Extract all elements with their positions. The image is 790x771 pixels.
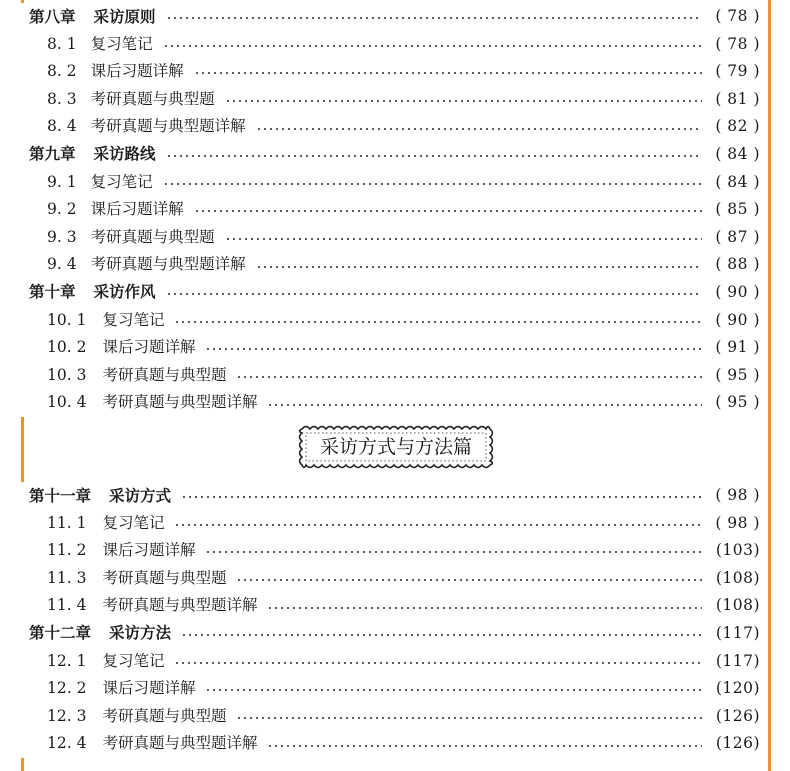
dot-leader	[236, 376, 702, 378]
section-title: 复习笔记	[102, 513, 165, 532]
dot-leader	[267, 745, 702, 747]
dot-leader	[174, 321, 702, 323]
page-number: ( 84 )	[715, 172, 760, 191]
chapter-number: 第九章	[29, 144, 76, 164]
toc-entry-label	[0, 362, 236, 390]
dot-leader	[194, 72, 702, 74]
toc-entry-label	[0, 730, 267, 758]
chapter-title: 采访方式	[109, 485, 172, 505]
dot-leader	[166, 17, 702, 19]
dot-leader	[225, 100, 702, 102]
page-number: ( 90 )	[715, 310, 760, 329]
toc-section-row[interactable]	[0, 675, 790, 703]
page-number: (103)	[715, 541, 760, 560]
section-number: 11. 4	[47, 596, 87, 615]
section-number: 8. 4	[47, 117, 77, 136]
toc-entry-label	[0, 703, 236, 731]
page-number: ( 85 )	[715, 200, 760, 219]
page-number: ( 95 )	[715, 393, 760, 412]
toc-section-row[interactable]	[0, 389, 790, 417]
toc-entry-label	[0, 3, 166, 32]
page-number: (108)	[715, 596, 760, 615]
dot-leader	[181, 634, 702, 636]
page-number: ( 81 )	[715, 89, 760, 108]
dot-leader	[174, 662, 702, 664]
section-number: 12. 4	[47, 734, 87, 753]
page-number: ( 91 )	[715, 338, 760, 357]
chapter-title: 采访方法	[109, 623, 172, 643]
toc-section-row[interactable]	[0, 592, 790, 620]
section-title: 考研真题与典型题详解	[90, 117, 246, 136]
page-number: ( 98 )	[715, 486, 760, 504]
page-number: ( 84 )	[715, 144, 760, 163]
toc-entry-label	[0, 86, 225, 114]
section-number: 11. 1	[47, 513, 87, 532]
page-number: (108)	[715, 568, 760, 587]
toc-chapter-row[interactable]	[0, 620, 790, 648]
page-number: ( 90 )	[715, 282, 760, 301]
section-number: 8. 3	[47, 89, 77, 108]
section-title: 课后习题详解	[90, 200, 184, 219]
section-number: 8. 2	[47, 62, 77, 81]
dot-leader	[181, 496, 702, 498]
section-number: 9. 3	[47, 227, 77, 246]
toc-section-row[interactable]	[0, 565, 790, 593]
part-title-frame	[298, 425, 494, 469]
section-title: 考研真题与典型题	[90, 89, 215, 108]
toc-section-row[interactable]	[0, 362, 790, 390]
page-number: (126)	[715, 706, 760, 725]
toc-entry-label	[0, 537, 205, 565]
toc-chapter-row[interactable]	[0, 482, 790, 510]
section-number: 11. 2	[47, 541, 87, 560]
toc-entry-label	[0, 482, 181, 511]
toc-chapter-row[interactable]	[0, 3, 790, 31]
toc-section-row[interactable]	[0, 224, 790, 252]
page-number: (120)	[715, 679, 760, 698]
page-number: (117)	[715, 651, 760, 670]
toc-section-row[interactable]	[0, 510, 790, 538]
toc-section-row[interactable]	[0, 113, 790, 141]
toc-section-row[interactable]	[0, 307, 790, 335]
toc-entry-label	[0, 619, 181, 648]
section-title: 课后习题详解	[102, 541, 196, 560]
dot-leader	[163, 45, 702, 47]
toc-entry-label	[0, 140, 166, 169]
toc-entry-label	[0, 389, 267, 417]
toc-section-row[interactable]	[0, 86, 790, 114]
dot-leader	[225, 238, 702, 240]
chapter-title: 采访作风	[93, 282, 156, 302]
toc-section-row[interactable]	[0, 537, 790, 565]
section-title: 复习笔记	[102, 310, 165, 329]
toc-section-row[interactable]	[0, 251, 790, 279]
section-title: 考研真题与典型题	[102, 568, 227, 587]
section-title: 考研真题与典型题	[102, 365, 227, 384]
section-title: 复习笔记	[90, 172, 153, 191]
toc-section-row[interactable]	[0, 648, 790, 676]
dot-leader	[236, 579, 702, 581]
dot-leader	[174, 524, 702, 526]
toc-section-row[interactable]	[0, 334, 790, 362]
section-title: 考研真题与典型题详解	[102, 596, 258, 615]
section-title: 考研真题与典型题详解	[102, 393, 258, 412]
dot-leader	[163, 183, 702, 185]
chapter-number: 第十一章	[29, 485, 92, 505]
section-number: 10. 3	[47, 365, 87, 384]
section-title: 考研真题与典型题详解	[90, 255, 246, 274]
dot-leader	[166, 155, 702, 157]
toc-entry-label	[0, 565, 236, 593]
toc-entry-label	[0, 169, 163, 197]
toc-entry-label	[0, 510, 174, 538]
toc-section-row[interactable]	[0, 730, 790, 758]
toc-section-row[interactable]	[0, 169, 790, 197]
toc-entry-label	[0, 675, 205, 703]
section-number: 10. 1	[47, 310, 87, 329]
toc-entry-label	[0, 113, 256, 141]
chapter-title: 采访路线	[93, 144, 156, 164]
page-number: ( 88 )	[715, 255, 760, 274]
page-number: ( 79 )	[715, 62, 760, 81]
section-title: 考研真题与典型题	[90, 227, 215, 246]
dot-leader	[205, 689, 702, 691]
part-title: 采访方式与方法篇	[319, 436, 472, 458]
section-number: 10. 2	[47, 338, 87, 357]
chapter-number: 第八章	[29, 6, 76, 26]
section-title: 考研真题与典型题	[102, 706, 227, 725]
section-number: 8. 1	[47, 34, 77, 53]
section-number: 12. 2	[47, 679, 87, 698]
toc-block-1	[0, 3, 790, 417]
section-title: 复习笔记	[102, 651, 165, 670]
toc-entry-label	[0, 224, 225, 252]
section-title: 课后习题详解	[90, 62, 184, 81]
dot-leader	[267, 404, 702, 406]
section-number: 12. 1	[47, 651, 87, 670]
dot-leader	[166, 293, 702, 295]
toc-section-row[interactable]	[0, 31, 790, 59]
page-number: (126)	[715, 734, 760, 753]
toc-entry-label	[0, 196, 194, 224]
page-number: ( 78 )	[715, 7, 760, 25]
toc-section-row[interactable]	[0, 58, 790, 86]
toc-entry-label	[0, 648, 174, 676]
dot-leader	[256, 128, 702, 130]
chapter-number: 第十章	[29, 282, 76, 302]
page-number: ( 98 )	[715, 513, 760, 532]
dot-leader	[236, 717, 702, 719]
chapter-number: 第十二章	[29, 623, 92, 643]
section-title: 课后习题详解	[102, 679, 196, 698]
toc-block-2	[0, 482, 790, 758]
section-number: 9. 4	[47, 255, 77, 274]
page-number: (117)	[715, 623, 760, 642]
section-number: 9. 2	[47, 200, 77, 219]
toc-chapter-row[interactable]	[0, 141, 790, 169]
toc-entry-label	[0, 31, 163, 59]
section-title: 考研真题与典型题详解	[102, 734, 258, 753]
toc-entry-label	[0, 307, 174, 335]
dot-leader	[205, 348, 702, 350]
toc-section-row[interactable]	[0, 196, 790, 224]
section-number: 12. 3	[47, 706, 87, 725]
section-title: 课后习题详解	[102, 338, 196, 357]
toc-entry-label	[0, 58, 194, 86]
toc-chapter-row[interactable]	[0, 279, 790, 307]
toc-entry-label	[0, 278, 166, 307]
dot-leader	[205, 551, 702, 553]
dot-leader	[267, 607, 702, 609]
toc-entry-label	[0, 334, 205, 362]
page-number: ( 78 )	[715, 34, 760, 53]
section-number: 10. 4	[47, 393, 87, 412]
toc-section-row[interactable]	[0, 703, 790, 731]
toc-entry-label	[0, 592, 267, 620]
dot-leader	[256, 266, 702, 268]
page-number: ( 87 )	[715, 227, 760, 246]
page-number: ( 95 )	[715, 365, 760, 384]
chapter-title: 采访原则	[93, 6, 156, 26]
section-number: 11. 3	[47, 568, 87, 587]
section-number: 9. 1	[47, 172, 77, 191]
dot-leader	[194, 210, 702, 212]
toc-entry-label	[0, 251, 256, 279]
page-number: ( 82 )	[715, 117, 760, 136]
section-title: 复习笔记	[90, 34, 153, 53]
